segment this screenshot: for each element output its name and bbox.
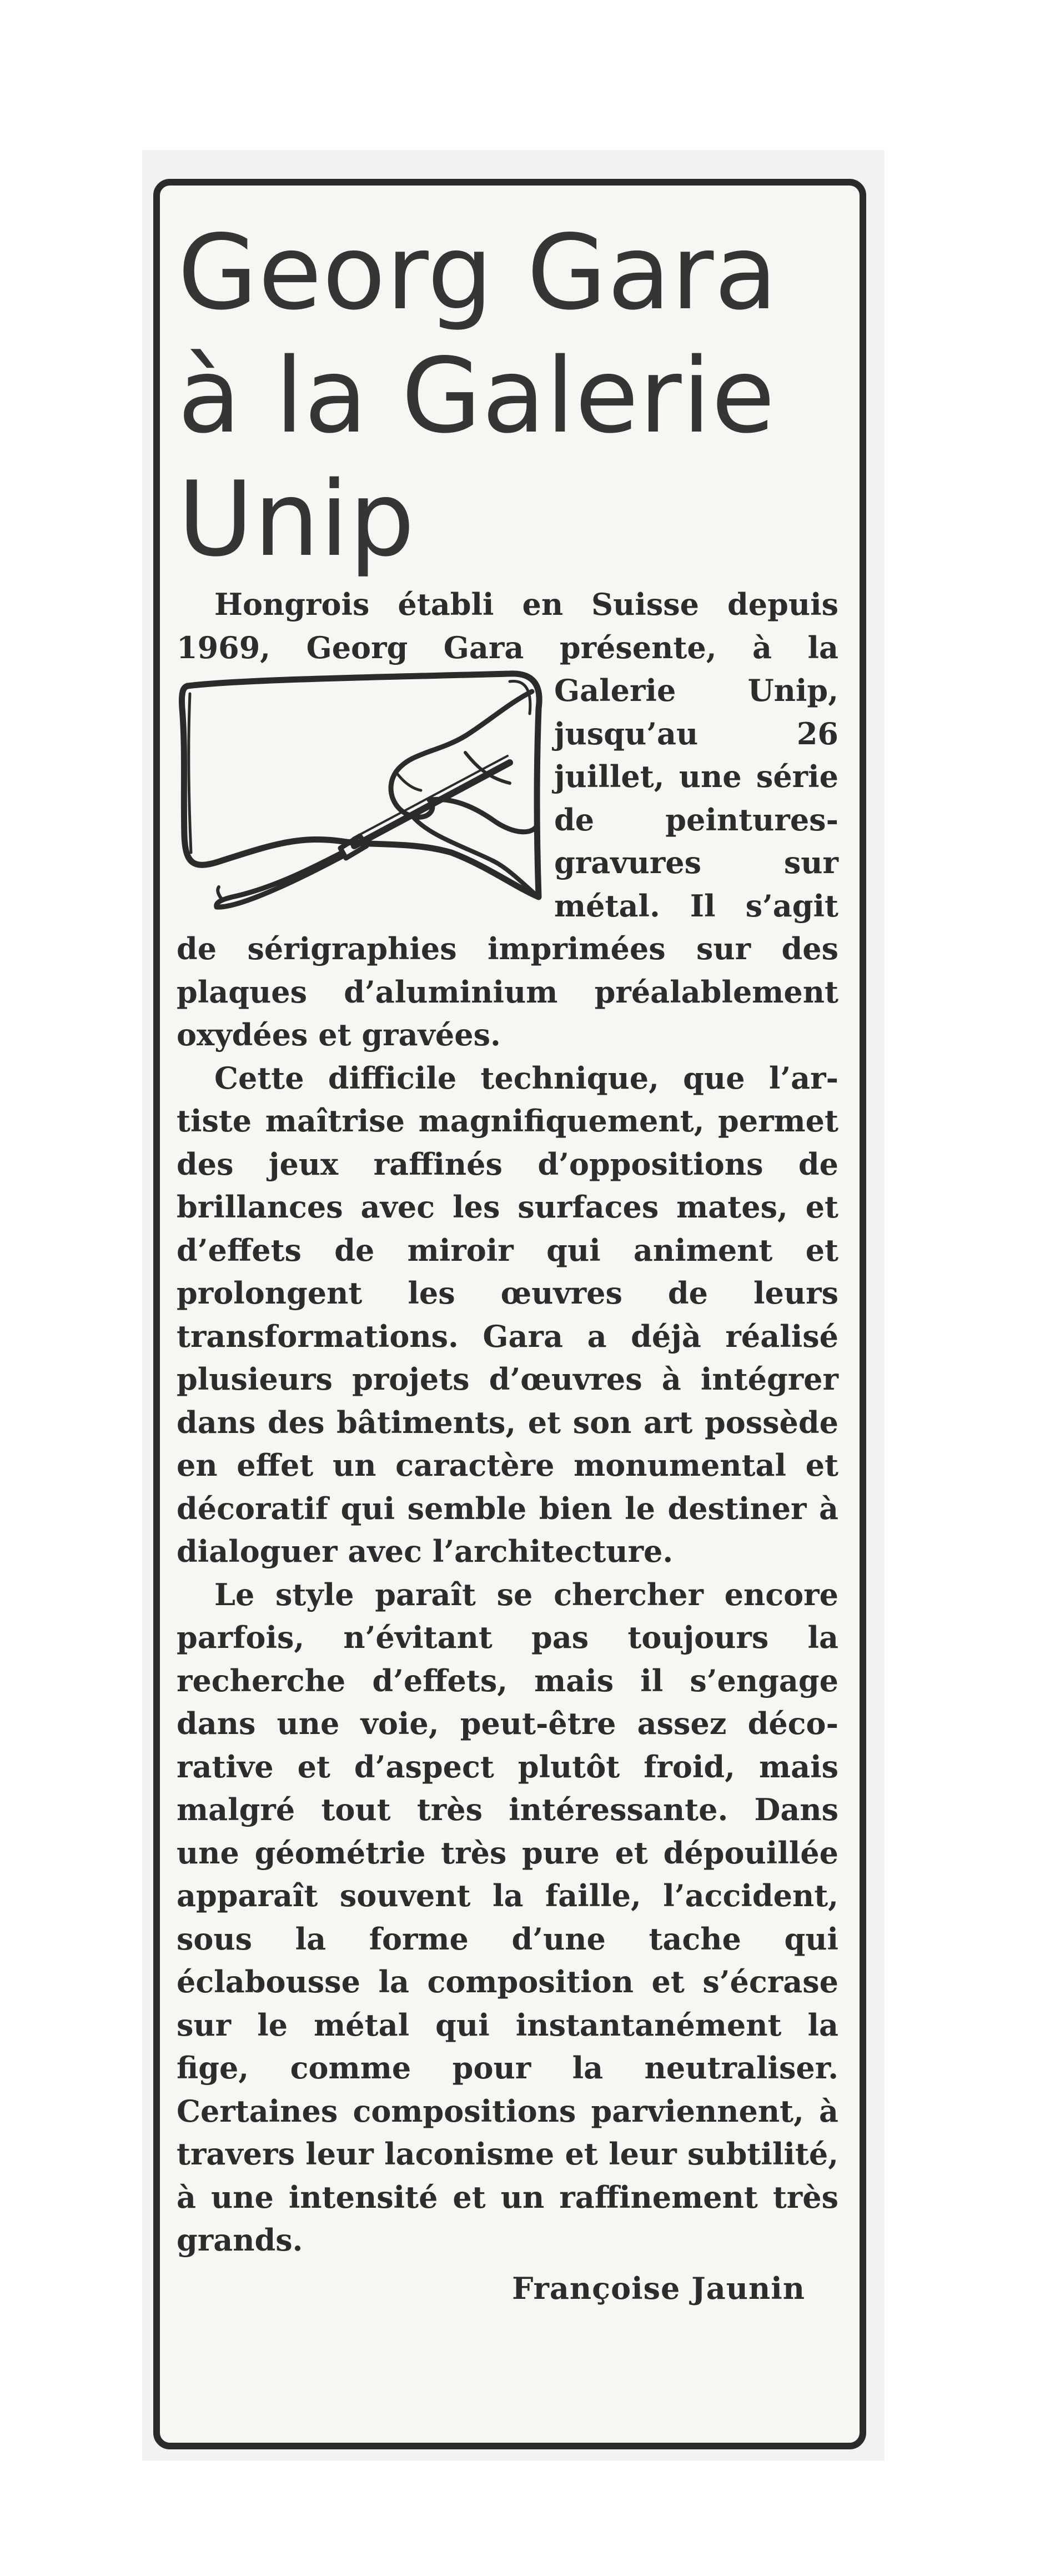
paragraph-1: Hongrois établi en Suisse depuis 1969, Georg Gara présente, à la Galerie Unip, jusqu’au 26 juillet, une série de peintures-gravures sur métal. Il s’agit de sérigraphies imprimées sur des plaques d’aluminium préalablement oxydées et gravées. (177, 587, 838, 1053)
paragraph-3: Le style paraît se chercher encore parfois, n’évitant pas toujours la recherche d’effets, mais il s’engage dans une voie, peut-être assez décorative et d’aspect plutôt froid, mais malgré tout très intéressante. Dans une géométrie très pure et dépouillée apparaît souvent la faille, l’accident, sous la forme d’une tache qui éclabousse la composition et s’écrase sur le métal qui instantanément la fige, comme pour la neutraliser. Certaines compositions parviennent, à travers leur laconisme et leur subtilité, à une intensité et un raffinement très grands. (177, 1576, 838, 2258)
title-line-2: à la Galerie (178, 335, 776, 456)
article-body (177, 583, 838, 2310)
title-line-3: Unip (178, 459, 415, 579)
paragraph-2: Cette difficile technique, que l’artiste maîtrise magnifiquement, permet des jeux raffinés d’oppositions de brillances avec les surfaces mates, et d’effets de miroir qui animent et prolongent les œuvres de leurs transformations. Gara a déjà réalisé plusieurs projets d’œuvres à intégrer dans des bâtiments, et son art possède en effet un caractère monumental et décoratif qui semble bien le destiner à dialoguer avec l’architecture. (177, 1060, 838, 1569)
title-line-1: Georg Gara (178, 212, 778, 333)
paintbrush-drawing-icon (177, 669, 545, 913)
article-title (178, 211, 866, 581)
author-signature: Françoise Jaunin (512, 2270, 805, 2306)
